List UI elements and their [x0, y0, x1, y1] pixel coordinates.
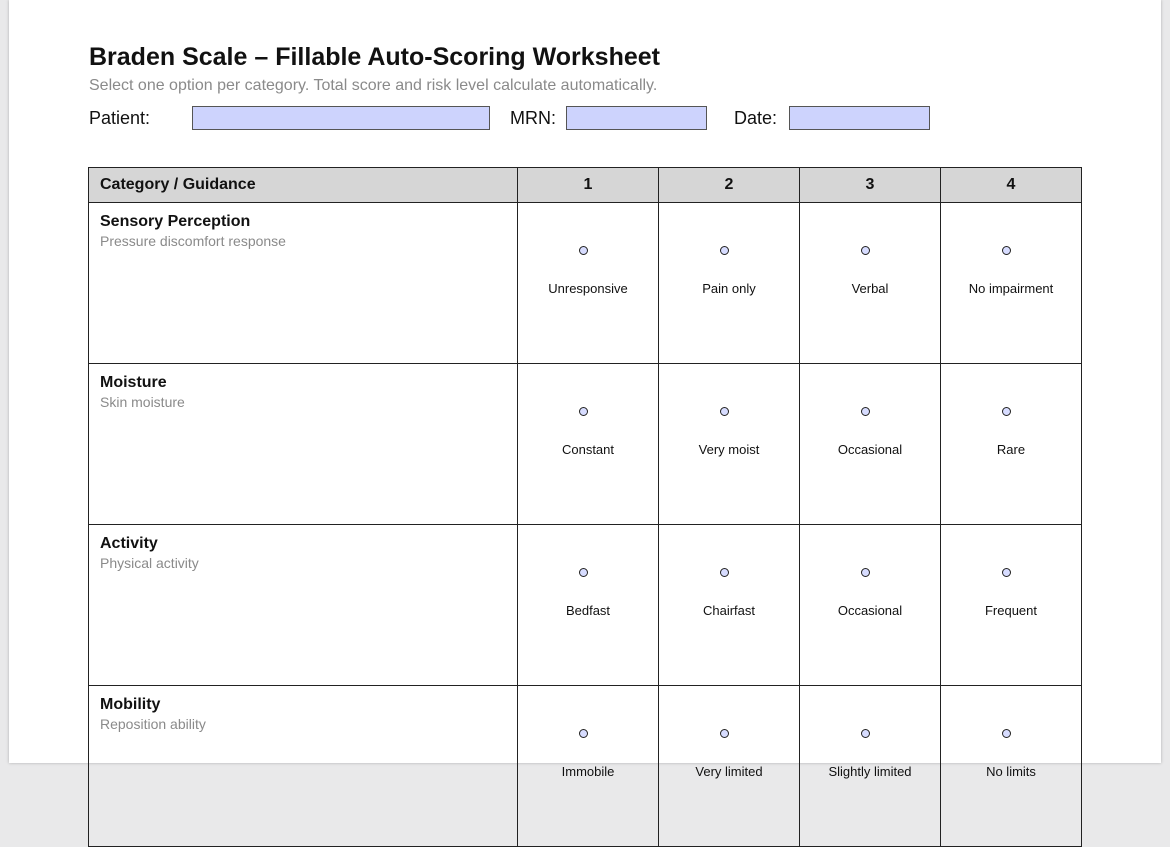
column-header-score-3: 3 — [800, 168, 941, 203]
option-label: No impairment — [968, 281, 1054, 296]
option-cell — [659, 364, 800, 525]
radio-mobility-4[interactable] — [1002, 729, 1011, 738]
category-cell — [89, 364, 518, 525]
option-cell — [800, 364, 941, 525]
column-header-category: Category / Guidance — [89, 168, 518, 203]
option-label: Very moist — [698, 442, 760, 457]
mrn-field[interactable] — [566, 106, 707, 130]
option-label: Occasional — [837, 442, 903, 457]
table-row-mobility — [89, 686, 1082, 847]
option-cell — [518, 364, 659, 525]
date-label: Date: — [734, 108, 778, 128]
radio-sensory-3[interactable] — [861, 246, 870, 255]
option-label: Slightly limited — [828, 764, 912, 779]
option-label: Verbal — [851, 281, 889, 296]
option-label: No limits — [986, 764, 1036, 779]
radio-moisture-1[interactable] — [579, 407, 588, 416]
category-name: Sensory Perception — [100, 213, 251, 230]
document-page — [9, 0, 1161, 779]
table-row-sensory-perception — [89, 203, 1082, 364]
option-label: Chairfast — [702, 603, 756, 618]
category-name: Mobility — [100, 696, 161, 713]
table-header-row — [89, 168, 1082, 203]
option-label: Unresponsive — [548, 281, 628, 296]
patient-label: Patient: — [89, 108, 151, 128]
radio-sensory-1[interactable] — [579, 246, 588, 255]
category-guidance: Reposition ability — [100, 716, 206, 732]
option-cell — [941, 203, 1082, 364]
option-label: Very limited — [695, 764, 763, 779]
option-label: Constant — [561, 442, 615, 457]
radio-mobility-1[interactable] — [579, 729, 588, 738]
option-cell — [518, 525, 659, 686]
radio-moisture-3[interactable] — [861, 407, 870, 416]
radio-mobility-3[interactable] — [861, 729, 870, 738]
option-label: Immobile — [561, 764, 615, 779]
option-label: Bedfast — [565, 603, 611, 618]
table-row-activity — [89, 525, 1082, 686]
option-cell — [659, 525, 800, 686]
option-cell — [941, 525, 1082, 686]
option-cell — [659, 686, 800, 847]
option-label: Pain only — [702, 281, 756, 296]
category-cell — [89, 525, 518, 686]
category-name: Moisture — [100, 374, 167, 391]
option-cell — [941, 364, 1082, 525]
date-field[interactable] — [789, 106, 930, 130]
radio-activity-1[interactable] — [579, 568, 588, 577]
braden-scale-table — [88, 167, 1082, 847]
page-subtitle: Select one option per category. Total score and risk level calculate automatically. — [89, 77, 658, 94]
radio-sensory-4[interactable] — [1002, 246, 1011, 255]
option-label: Occasional — [837, 603, 903, 618]
column-header-score-4: 4 — [941, 168, 1082, 203]
category-cell — [89, 203, 518, 364]
option-cell — [800, 203, 941, 364]
option-cell — [941, 686, 1082, 847]
radio-activity-2[interactable] — [720, 568, 729, 577]
option-cell — [659, 203, 800, 364]
option-cell — [518, 203, 659, 364]
category-guidance: Pressure discomfort response — [100, 233, 286, 249]
option-label: Rare — [996, 442, 1026, 457]
category-name: Activity — [100, 535, 158, 552]
mrn-label: MRN: — [510, 108, 556, 128]
radio-activity-4[interactable] — [1002, 568, 1011, 577]
table-row-moisture — [89, 364, 1082, 525]
option-cell — [800, 686, 941, 847]
category-guidance: Physical activity — [100, 555, 199, 571]
option-cell — [800, 525, 941, 686]
radio-moisture-4[interactable] — [1002, 407, 1011, 416]
option-cell — [518, 686, 659, 847]
category-cell — [89, 686, 518, 847]
radio-activity-3[interactable] — [861, 568, 870, 577]
patient-field[interactable] — [192, 106, 490, 130]
radio-sensory-2[interactable] — [720, 246, 729, 255]
category-guidance: Skin moisture — [100, 394, 185, 410]
page-title: Braden Scale – Fillable Auto-Scoring Worksheet — [89, 43, 660, 71]
column-header-score-1: 1 — [518, 168, 659, 203]
option-label: Frequent — [984, 603, 1038, 618]
radio-mobility-2[interactable] — [720, 729, 729, 738]
radio-moisture-2[interactable] — [720, 407, 729, 416]
column-header-score-2: 2 — [659, 168, 800, 203]
